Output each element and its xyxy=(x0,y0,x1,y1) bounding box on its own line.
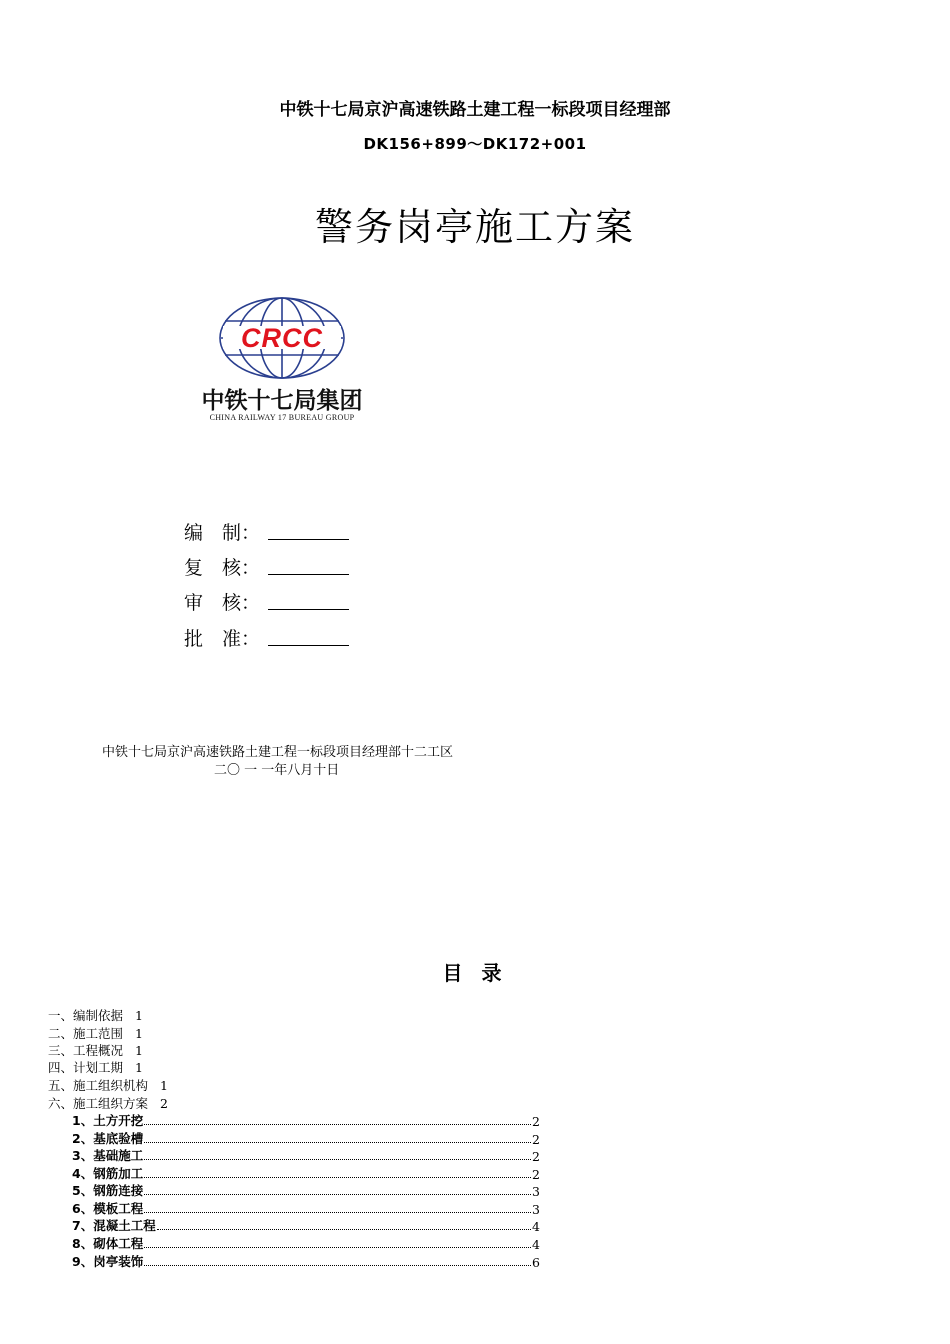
toc-leader xyxy=(144,1177,531,1178)
footer-org: 中铁十七局京沪高速铁路土建工程一标段项目经理部十二工区 xyxy=(102,745,454,760)
signature-label: 复 核： xyxy=(184,557,261,579)
toc-subitem-page: 2 xyxy=(532,1114,540,1129)
toc-subitem-title: 1、土方开挖 xyxy=(72,1113,144,1128)
signature-line xyxy=(268,539,349,540)
toc-subitem[interactable] xyxy=(72,1199,540,1217)
toc-leader xyxy=(144,1159,531,1160)
toc-leader xyxy=(144,1212,531,1213)
toc-item-page: 1 xyxy=(135,1060,143,1075)
signature-label: 批 准： xyxy=(184,628,261,650)
toc-item-title: 五、施工组织机构 xyxy=(48,1078,149,1093)
toc-leader xyxy=(144,1265,531,1266)
toc-subitem[interactable] xyxy=(72,1181,540,1199)
toc-subitem[interactable] xyxy=(72,1146,540,1164)
toc-subitem-page: 4 xyxy=(532,1219,540,1234)
toc-subitem-page: 2 xyxy=(532,1167,540,1182)
toc-item[interactable] xyxy=(48,1006,143,1024)
toc-item-page: 1 xyxy=(135,1043,143,1058)
document-title: 警务岗亭施工方案 xyxy=(314,205,635,249)
signature-label: 审 核： xyxy=(184,592,261,614)
crcc-logo xyxy=(185,293,385,425)
toc-leader xyxy=(144,1124,531,1125)
toc-subitem-title: 5、钢筋连接 xyxy=(72,1183,144,1198)
toc-subitem-title: 8、砌体工程 xyxy=(72,1236,144,1251)
toc-subitem-title: 7、混凝土工程 xyxy=(72,1218,156,1233)
toc-item-page: 1 xyxy=(160,1078,168,1093)
toc-subitem-title: 6、模板工程 xyxy=(72,1201,144,1216)
signature-label: 编 制： xyxy=(184,522,261,544)
toc-subitem-page: 3 xyxy=(532,1184,540,1199)
toc-subitem[interactable] xyxy=(72,1234,540,1252)
signature-line xyxy=(268,645,349,646)
toc-subitem-page: 4 xyxy=(532,1237,540,1252)
signature-row-audit xyxy=(184,588,268,616)
toc-item-title: 一、编制依据 xyxy=(48,1008,124,1023)
toc-subitem-page: 2 xyxy=(532,1149,540,1164)
signature-line xyxy=(268,609,349,610)
toc-subitem[interactable] xyxy=(72,1252,540,1270)
toc-subitem-title: 4、钢筋加工 xyxy=(72,1166,144,1181)
toc-item[interactable] xyxy=(48,1076,168,1094)
toc-item-title: 三、工程概况 xyxy=(48,1043,124,1058)
toc-leader xyxy=(144,1247,531,1248)
signature-row-review xyxy=(184,553,268,581)
toc-item-title: 四、计划工期 xyxy=(48,1060,124,1075)
toc-subitem-title: 2、基底验槽 xyxy=(72,1131,144,1146)
mileage-range: DK156+899～DK172+001 xyxy=(363,135,587,153)
toc-subitem-title: 9、岗亭装饰 xyxy=(72,1254,144,1269)
signature-row-compile xyxy=(184,518,268,546)
toc-subitem[interactable] xyxy=(72,1111,540,1129)
toc-subitem[interactable] xyxy=(72,1129,540,1147)
toc-item-page: 2 xyxy=(160,1096,168,1111)
toc-leader xyxy=(144,1194,531,1195)
signature-row-approve xyxy=(184,624,268,652)
toc-subitem[interactable] xyxy=(72,1216,540,1234)
logo-name-en: CHINA RAILWAY 17 BUREAU GROUP xyxy=(209,413,355,422)
project-org-title: 中铁十七局京沪高速铁路土建工程一标段项目经理部 xyxy=(279,100,671,120)
toc-item[interactable] xyxy=(48,1058,143,1076)
toc-item[interactable] xyxy=(48,1094,168,1112)
toc-subitem[interactable] xyxy=(72,1164,540,1182)
toc-subitem-page: 6 xyxy=(532,1255,540,1270)
footer-date: 二〇 一 一年八月十日 xyxy=(214,763,340,778)
toc-item-page: 1 xyxy=(135,1026,143,1041)
logo-mark-text: CRCC xyxy=(241,323,323,353)
signature-line xyxy=(268,574,349,575)
toc-item[interactable] xyxy=(48,1024,143,1042)
toc-leader xyxy=(157,1229,531,1230)
toc-item-title: 六、施工组织方案 xyxy=(48,1096,149,1111)
toc-item[interactable] xyxy=(48,1041,143,1059)
toc-subitem-title: 3、基础施工 xyxy=(72,1148,144,1163)
toc-item-page: 1 xyxy=(135,1008,143,1023)
toc-leader xyxy=(144,1142,531,1143)
toc-title: 目 录 xyxy=(442,961,508,985)
toc-item-title: 二、施工范围 xyxy=(48,1026,124,1041)
toc-subitem-page: 3 xyxy=(532,1202,540,1217)
logo-name-cn: 中铁十七局集团 xyxy=(201,388,363,414)
toc-subitem-page: 2 xyxy=(532,1132,540,1147)
